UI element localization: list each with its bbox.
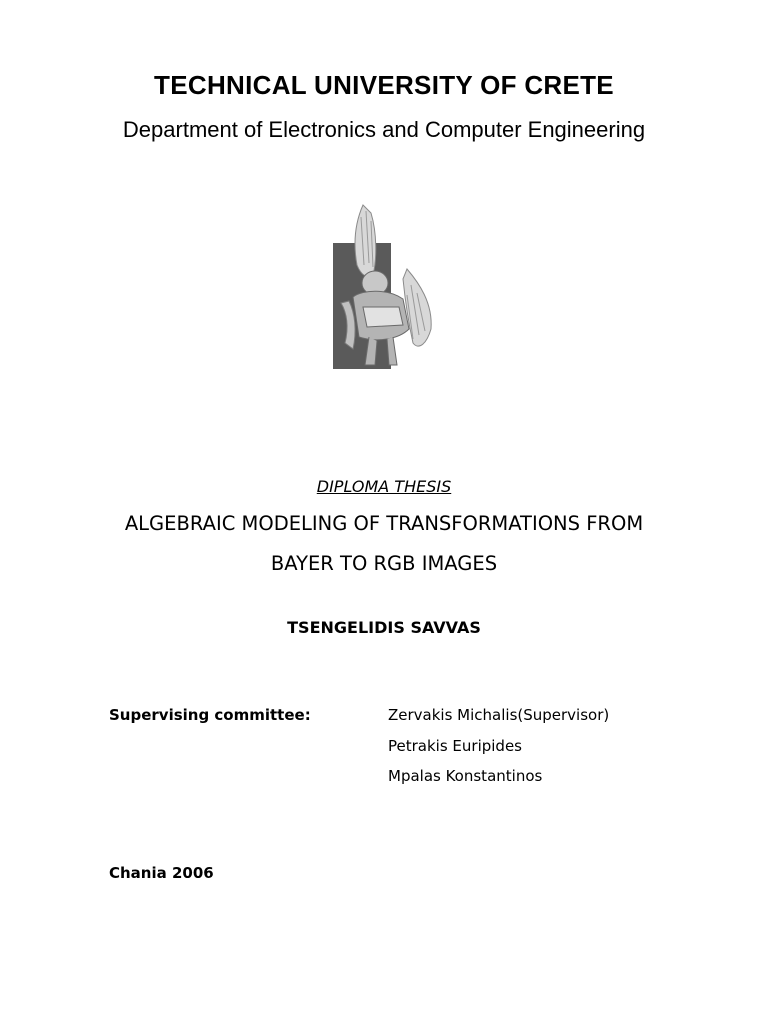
thesis-title-line-2: BAYER TO RGB IMAGES xyxy=(270,552,498,575)
committee-member: Mpalas Konstantinos xyxy=(388,767,543,785)
author-name: TSENGELIDIS SAVVAS xyxy=(287,618,481,637)
university-name: TECHNICAL UNIVERSITY OF CRETE xyxy=(154,70,614,100)
winged-figure-emblem-icon xyxy=(333,203,437,369)
thesis-title-line-1: ALGEBRAIC MODELING OF TRANSFORMATIONS FROM xyxy=(124,512,644,535)
committee-member: Petrakis Euripides xyxy=(388,737,522,755)
committee-member: Zervakis Michalis(Supervisor) xyxy=(388,706,610,724)
department-name: Department of Electronics and Computer Engineering xyxy=(122,117,646,142)
place-and-year: Chania 2006 xyxy=(109,864,214,882)
thesis-type-label: DIPLOMA THESIS xyxy=(316,477,452,496)
committee-label: Supervising committee: xyxy=(109,706,311,724)
